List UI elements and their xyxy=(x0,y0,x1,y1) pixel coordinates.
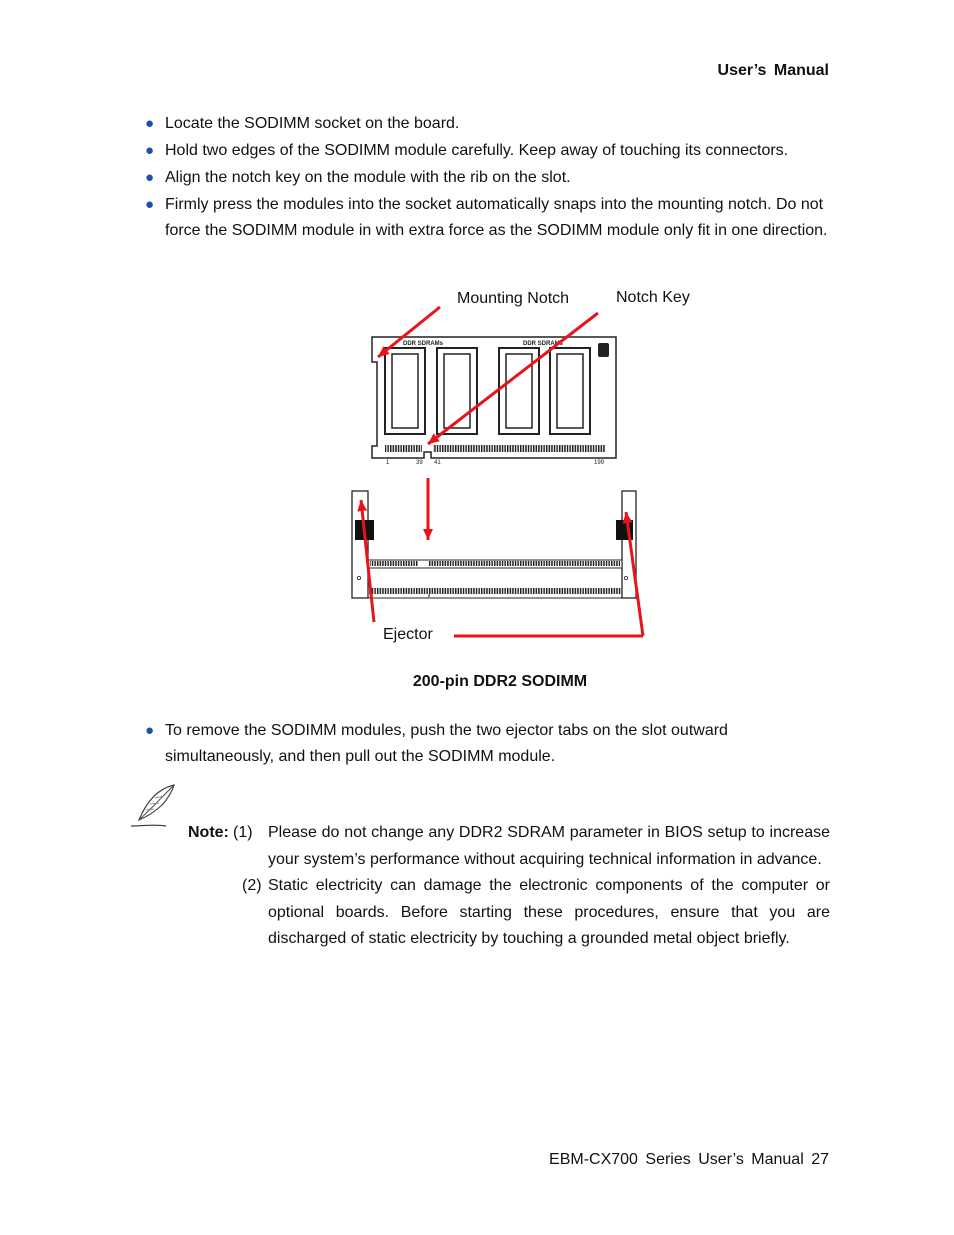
gold-fingers-right xyxy=(433,445,605,452)
page-header-title: User’s Manual xyxy=(717,62,829,79)
bullet-icon: ● xyxy=(145,196,155,213)
label-ejector: Ejector xyxy=(383,626,433,643)
note-block xyxy=(188,820,830,953)
note-number: (2) xyxy=(242,877,262,894)
sodimm-socket xyxy=(352,491,636,598)
pin-label: 199 xyxy=(594,460,605,466)
pin-label: 39 xyxy=(416,460,423,466)
list-item: ● Locate the SODIMM socket on the board. xyxy=(145,111,835,137)
module-chip-text: DDR SDRAMs xyxy=(523,341,564,347)
pin-label: 41 xyxy=(434,460,441,466)
list-item: ● Align the notch key on the module with the rib on the slot. xyxy=(145,165,835,191)
bullet-icon: ● xyxy=(145,722,155,739)
insert-direction-arrow-head xyxy=(423,529,433,540)
bullet-icon: ● xyxy=(145,115,155,132)
removal-step xyxy=(145,718,835,771)
module-chip-text: DDR SDRAMs xyxy=(403,341,444,347)
list-item: ● To remove the SODIMM modules, push the two ejector tabs on the slot outward simultaneously, and then pull out the SODIMM module. xyxy=(145,718,835,769)
note-number: (1) xyxy=(233,824,253,841)
spd-chip xyxy=(598,343,609,357)
memory-chip xyxy=(499,348,539,434)
list-item: ● Hold two edges of the SODIMM module carefully. Keep away of touching its connectors. xyxy=(145,138,835,164)
figure-caption: 200-pin DDR2 SODIMM xyxy=(412,673,588,690)
label-mounting-notch: Mounting Notch xyxy=(457,290,570,307)
memory-chip xyxy=(385,348,425,434)
list-item: ● Firmly press the modules into the socket automatically snaps into the mounting notch. Do not force the SODIMM module in with extra force as the SODIMM module only fit in one direction. xyxy=(145,192,835,243)
gold-fingers-left xyxy=(385,445,422,452)
note-text: Please do not change any DDR2 SDRAM parameter in BIOS setup to increase your system’s performance without acquiring technical information in advance. xyxy=(268,824,830,868)
memory-chip xyxy=(550,348,590,434)
page-footer: EBM-CX700 Series User’s Manual 27 xyxy=(549,1151,829,1168)
bullet-icon: ● xyxy=(145,169,155,186)
socket-pins xyxy=(368,588,622,594)
note-item xyxy=(188,873,830,953)
note-item xyxy=(188,820,830,873)
note-feather-icon xyxy=(128,782,180,832)
note-title: Note: xyxy=(188,824,229,841)
note-text: Static electricity can damage the electronic components of the computer or optional boards. Before starting these procedures, ensure that you are discharged of static electricity by touching a grounded metal object briefly. xyxy=(268,877,830,947)
label-notch-key: Notch Key xyxy=(616,289,690,306)
pin-label: 1 xyxy=(386,460,390,466)
sodimm-module xyxy=(372,337,616,466)
bullet-icon: ● xyxy=(145,142,155,159)
